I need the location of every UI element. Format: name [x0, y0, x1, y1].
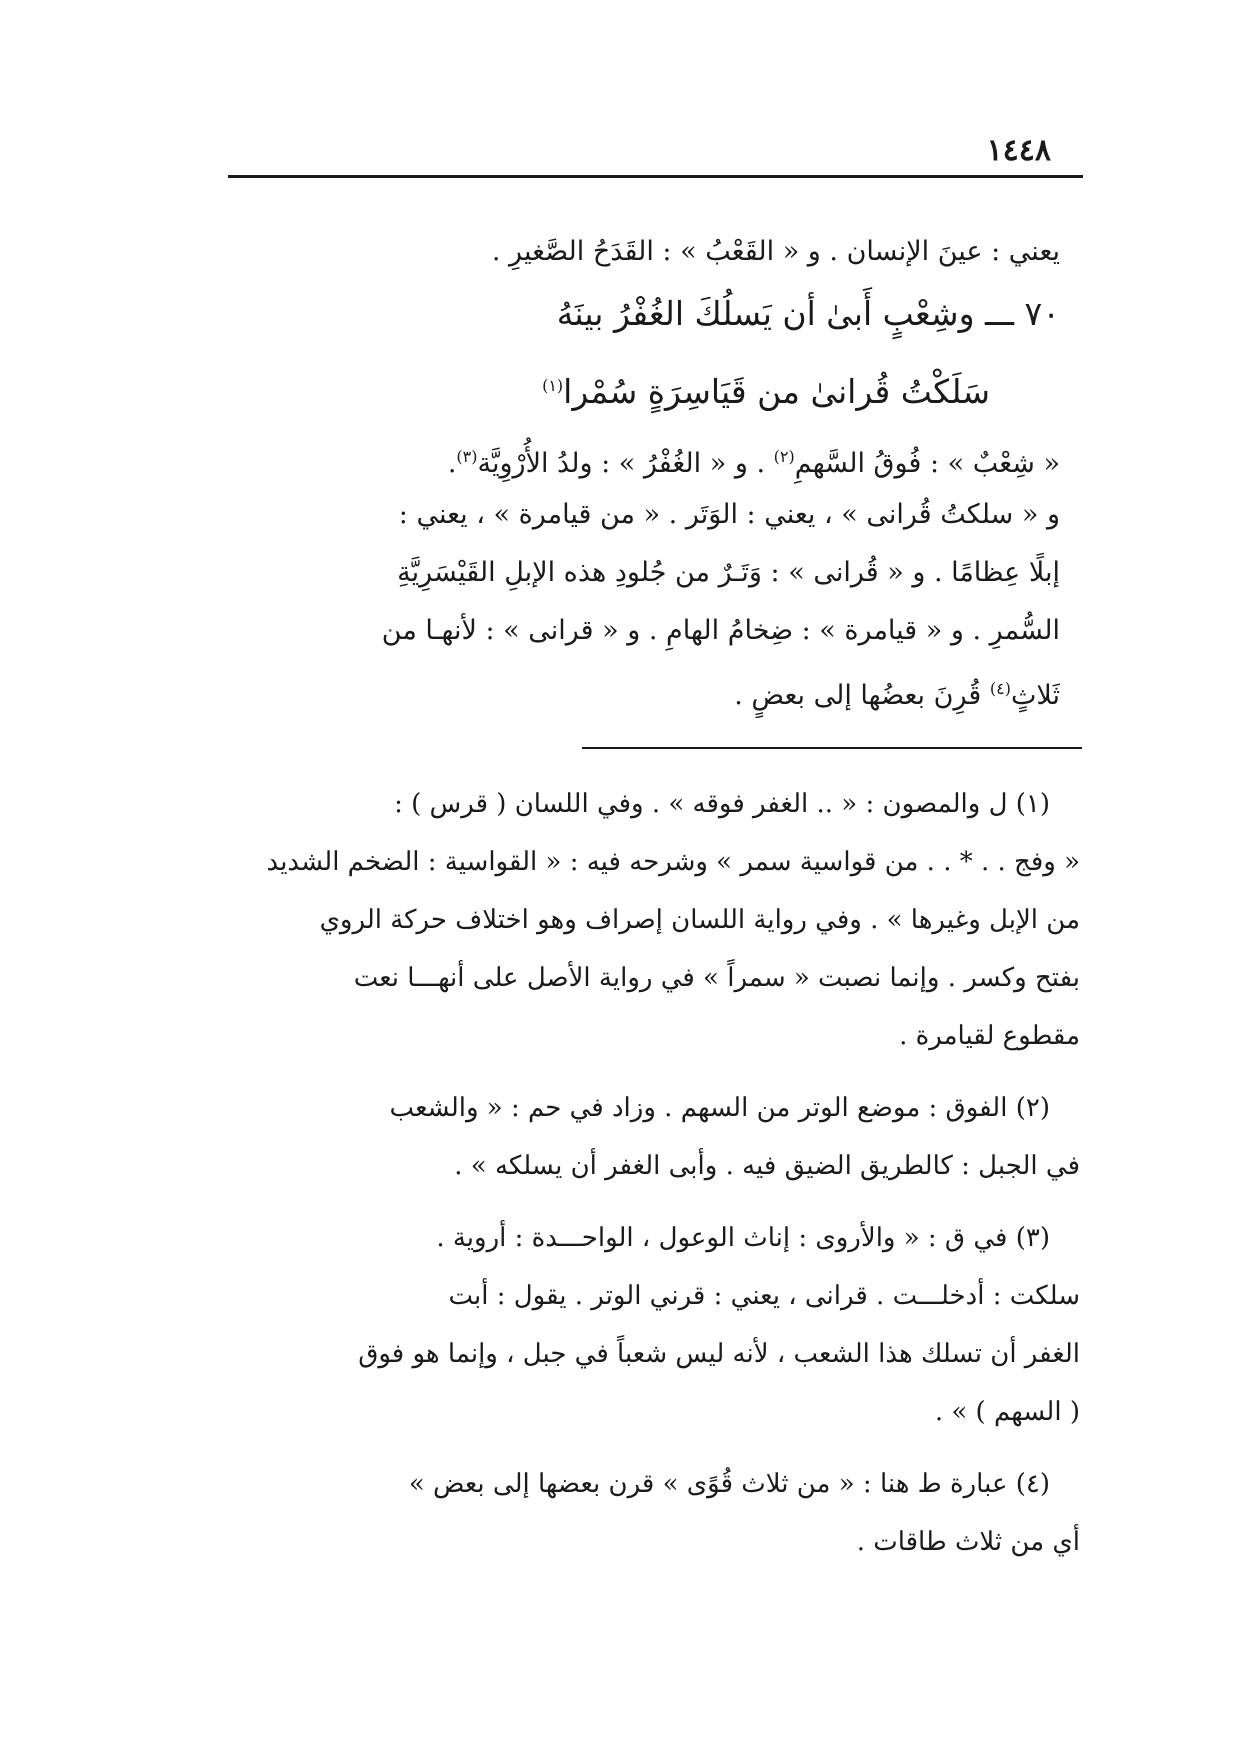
gloss-text: « شِعْبٌ » : فُوقُ السَّهمِ: [794, 448, 1060, 479]
verse-second-hemistich-line: [250, 354, 1060, 418]
footnote-line: في الجبل : كالطريق الضيق فيه . وأبى الغفر أن يسلكه » .: [454, 1151, 1080, 1181]
verse-second-hemistich: سَلَكْتُ قُرانىٰ من قَيَاسِرَةٍ سُمْرا: [563, 372, 990, 411]
verse-first-hemistich: وشِعْبٍ أَبىٰ أن يَسلُكَ الغُفْرُ بينَهُ: [556, 294, 975, 333]
footnote-ref-4: (٤): [989, 679, 1011, 698]
gloss-line: [250, 660, 1060, 718]
verse-number: ٧٠: [1024, 294, 1060, 333]
footnote-1: [250, 775, 1080, 1065]
gloss-line: و « سلكتُ قُرانى » ، يعني : الوَتَر . « من قيامرة » ، يعني :: [398, 499, 1060, 530]
footnote-line: سلكت : أدخلـــت . قرانى ، يعني : قرني الوتر . يقول : أبت: [448, 1281, 1080, 1311]
footnote-ref-2: (٢): [773, 447, 795, 466]
footnote-line: الغفر أن تسلك هذا الشعب ، لأنه ليس شعباً في جبل ، وإنما هو فوق: [358, 1339, 1080, 1369]
gloss-text: قُرِنَ بعضُها إلى بعضٍ .: [734, 680, 982, 711]
intro-line: يعني : عينَ الإنسان . و « القَعْبُ » : القَدَحُ الصَّغيرِ .: [491, 236, 1060, 267]
footnote-line: مقطوع لقيامرة .: [899, 1021, 1080, 1051]
footnotes: [250, 775, 1080, 1585]
footnote-line: (٤) عبارة ط هنا : « من ثلاث قُوًى » قرن بعضها إلى بعض »: [408, 1469, 1050, 1499]
gloss-line: السُّمرِ . و « قيامرة » : ضِخامُ الهامِ . و « قرانى » : لأنهـا من: [381, 615, 1060, 646]
footnote-line: من الإبل وغيرها » . وفي رواية اللسان إصراف وهو اختلاف حركة الروي: [319, 905, 1080, 935]
gloss-line: [250, 428, 1060, 486]
footnote-line: بفتح وكسر . وإنما نصبت « سمراً » في رواية الأصل على أنهـــا نعت: [353, 963, 1080, 993]
gloss-text: ثَلاثٍ: [1010, 680, 1060, 711]
footnote-line: (٢) الفوق : موضع الوتر من السهم . وزاد في حم : « والشعب: [389, 1093, 1050, 1123]
footnote-line: (١) ل والمصون : « .. الغفر فوقه » . وفي اللسان ( قرس ) :: [394, 789, 1050, 819]
main-text: [250, 222, 1060, 718]
gloss-text: .: [447, 448, 457, 479]
footnote-separator: [582, 747, 1082, 749]
header-rule: [228, 175, 1083, 178]
footnote-line: (٣) في ق : « والأروى : إناث الوعول ، الواحـــدة : أروية .: [436, 1223, 1050, 1253]
footnote-2: [250, 1079, 1080, 1195]
footnote-line: أي من ثلاث طاقات .: [856, 1527, 1080, 1557]
verse-dash: ـــ: [985, 294, 1015, 333]
footnote-4: [250, 1455, 1080, 1571]
page-number: ١٤٤٨: [986, 133, 1051, 168]
gloss-text: . و « الغُفْرُ » : ولدُ الأُرْوِيَّة: [477, 448, 766, 479]
verse-first-hemistich-line: [250, 282, 1060, 346]
footnote-ref-1: (١): [542, 376, 564, 395]
gloss-block: [250, 428, 1060, 718]
footnote-line: ( السهم ) » .: [934, 1397, 1080, 1427]
gloss-line: إبلًا عِظامًا . و « قُرانى » : وَتَـرٌ من جُلودِ هذه الإبلِ القَيْسَرِيَّةِ: [397, 557, 1060, 588]
footnote-ref-3: (٣): [456, 447, 478, 466]
footnote-line: « وفج . . * . . من قواسية سمر » وشرحه فيه : « القواسية : الضخم الشديد: [266, 847, 1080, 877]
footnote-3: [250, 1209, 1080, 1441]
